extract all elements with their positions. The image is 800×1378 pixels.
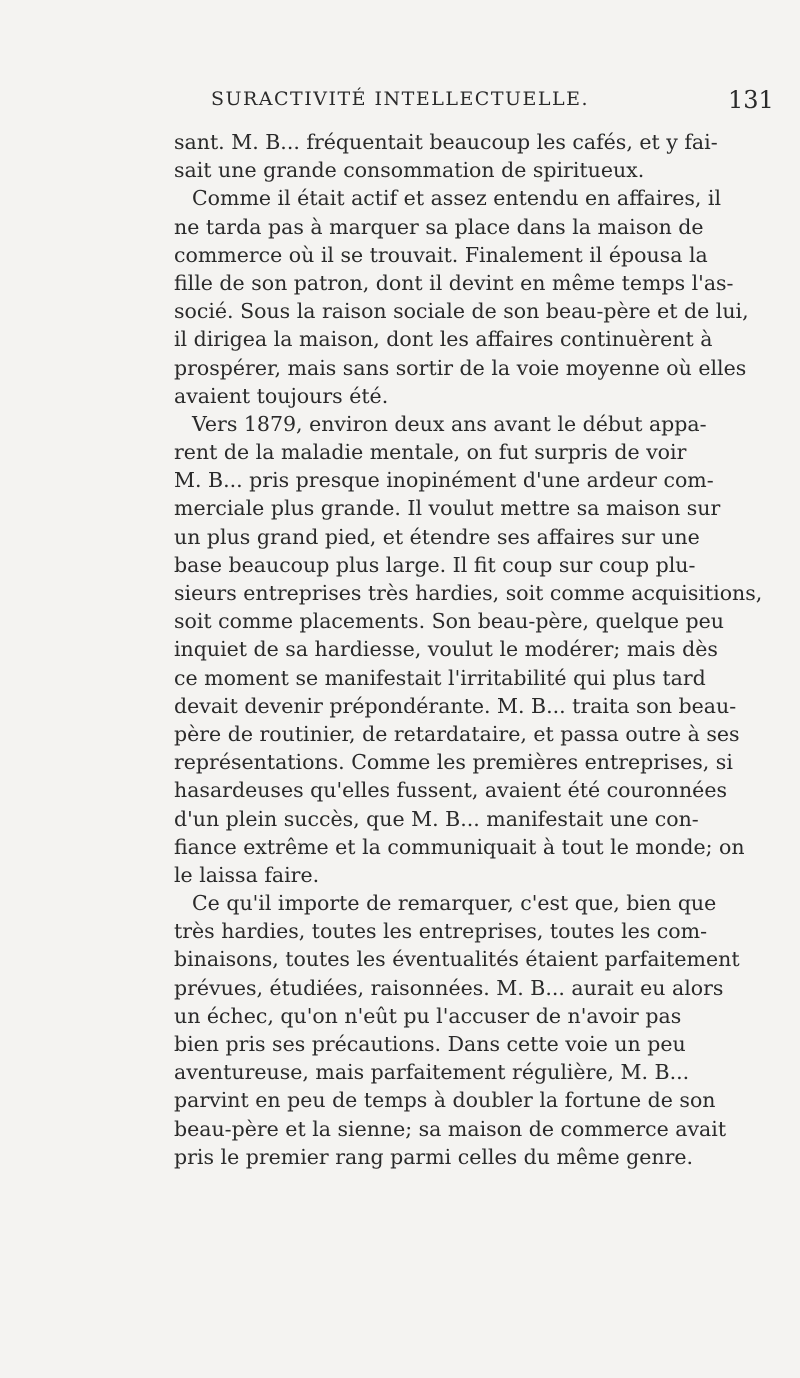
text-line: très hardies, toutes les entreprises, toutes les com- (174, 919, 707, 944)
text-line: père de routinier, de retardataire, et passa outre à ses (174, 721, 740, 746)
text-line: d'un plein succès, que M. B... manifestait une con- (174, 806, 699, 831)
text-line: fiance extrême et la communiquait à tout le monde; on (174, 834, 745, 859)
text-line: merciale plus grande. Il voulut mettre sa maison sur (174, 496, 721, 521)
page-header (0, 88, 800, 118)
text-line: représentations. Comme les premières entreprises, si (174, 750, 733, 775)
page-number: 131 (728, 86, 774, 114)
text-line: un plus grand pied, et étendre ses affaires sur une (174, 524, 700, 549)
text-line: devait devenir prépondérante. M. B... traita son beau- (174, 693, 737, 718)
text-line: aventureuse, mais parfaitement régulière, M. B... (174, 1060, 690, 1085)
text-line: M. B... pris presque inopinément d'une ardeur com- (174, 468, 714, 493)
text-line: rent de la maladie mentale, on fut surpris de voir (174, 440, 687, 465)
text-line: parvint en peu de temps à doubler la fortune de son (174, 1088, 716, 1113)
text-line: binaisons, toutes les éventualités étaient parfaitement (174, 947, 740, 972)
text-line: hasardeuses qu'elles fussent, avaient été couronnées (174, 778, 727, 803)
text-line: il dirigea la maison, dont les affaires continuèrent à (174, 327, 713, 352)
text-line: pris le premier rang parmi celles du même genre. (174, 1144, 694, 1169)
text-line: bien pris ses précautions. Dans cette voie un peu (174, 1032, 686, 1056)
text-line: le laissa faire. (174, 862, 320, 887)
text-line: commerce où il se trouvait. Finalement il épousa la (174, 242, 708, 267)
text-line: prospérer, mais sans sortir de la voie moyenne où elles (174, 355, 747, 380)
text-line: Comme il était actif et assez entendu en affaires, il (192, 186, 722, 211)
text-line: ne tarda pas à marquer sa place dans la maison de (174, 214, 704, 239)
text-line: ce moment se manifestait l'irritabilité qui plus tard (174, 665, 706, 690)
text-line: inquiet de sa hardiesse, voulut le modérer; mais dès (174, 637, 718, 662)
text-line: beau-père et la sienne; sa maison de commerce avait (174, 1116, 727, 1141)
text-line: un échec, qu'on n'eût pu l'accuser de n'avoir pas (174, 1003, 682, 1028)
text-line: sait une grande consommation de spiritueux. (174, 158, 645, 183)
text-line: socié. Sous la raison sociale de son beau-père et de lui, (174, 299, 749, 324)
text-line: Ce qu'il importe de remarquer, c'est que, bien que (192, 891, 717, 916)
body-text (174, 128, 763, 1171)
text-line: soit comme placements. Son beau-père, quelque peu (174, 609, 724, 634)
running-title: SURACTIVITÉ INTELLECTUELLE. (210, 88, 590, 110)
text-line: avaient toujours été. (174, 383, 389, 408)
text-line: prévues, étudiées, raisonnées. M. B... aurait eu alors (174, 975, 724, 1000)
text-line: sant. M. B... fréquentait beaucoup les cafés, et y fai- (174, 130, 718, 154)
text-line: Vers 1879, environ deux ans avant le début appa- (192, 411, 707, 436)
text-line: sieurs entreprises très hardies, soit comme acquisitions, (174, 581, 763, 605)
text-line: fille de son patron, dont il devint en même temps l'as- (174, 270, 734, 295)
text-line: base beaucoup plus large. Il fit coup sur coup plu- (174, 552, 696, 577)
